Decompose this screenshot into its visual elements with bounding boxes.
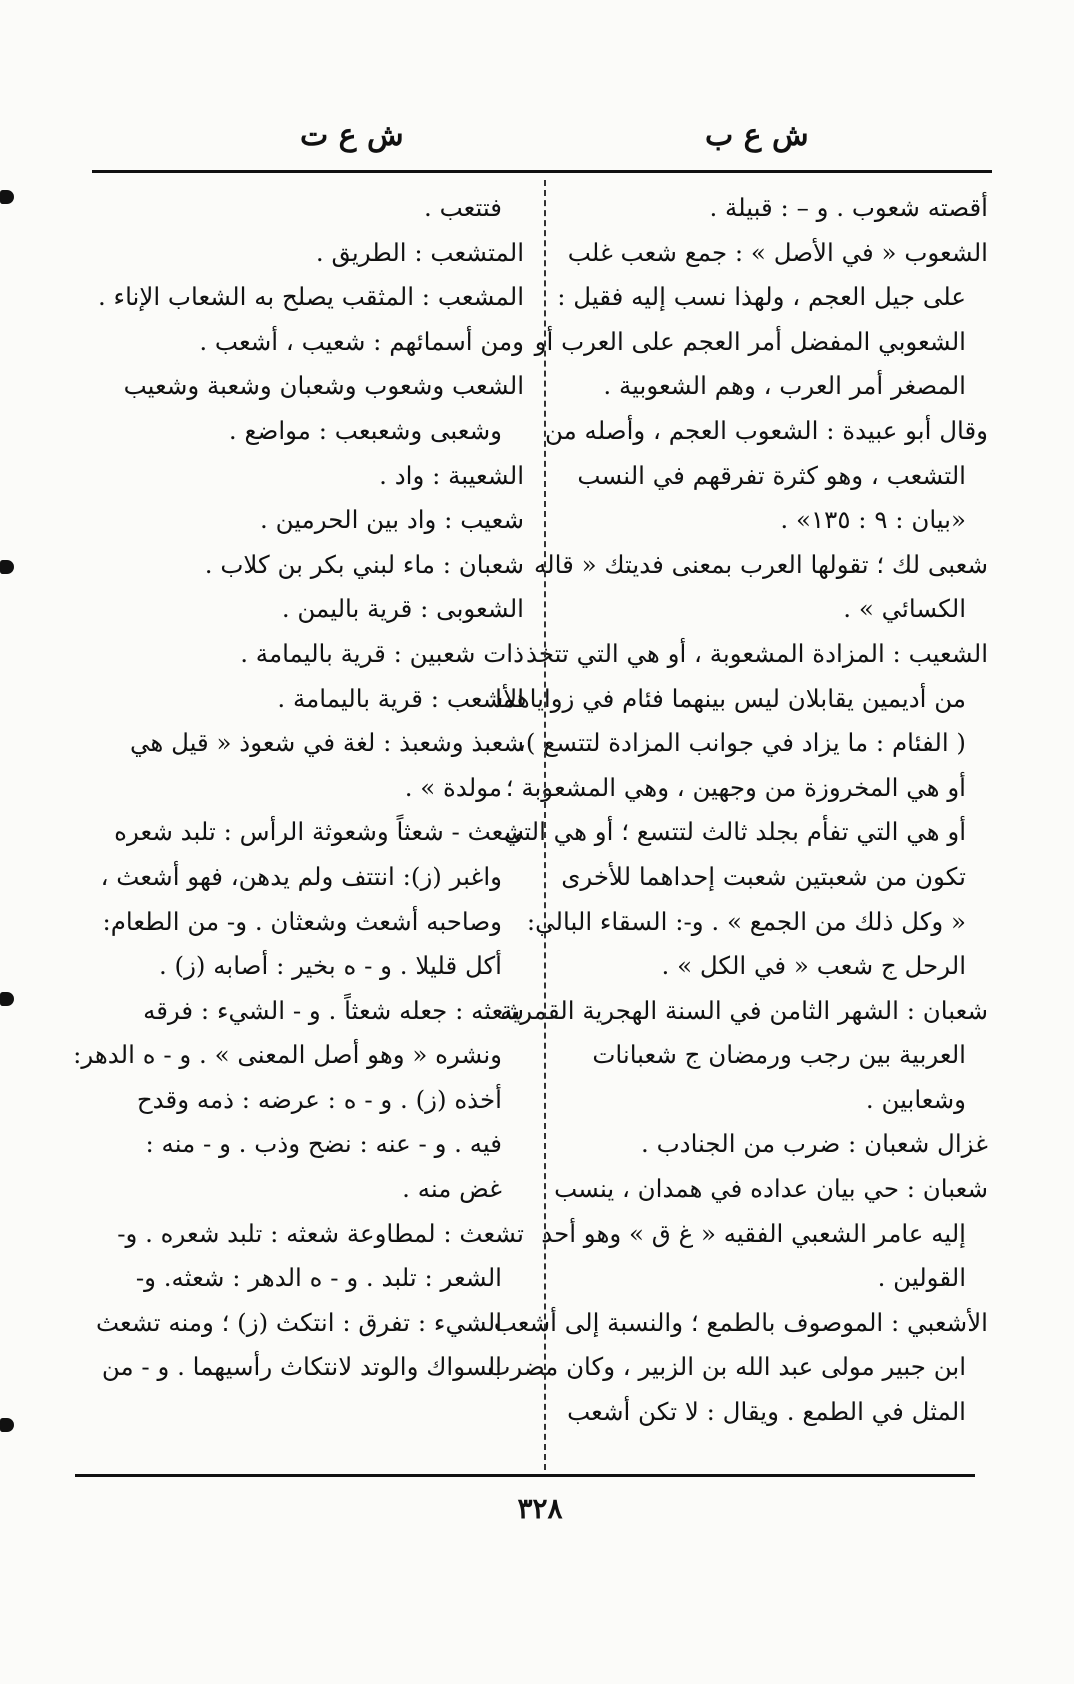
text-line: تشعث : لمطاوعة شعثه : تلبد شعره . و-	[117, 1218, 524, 1248]
text-line: «بيان : ٩ : ١٣٥» .	[780, 505, 966, 535]
text-line: المشعب : المثقب يصلح به الشعاب الإناء .	[97, 282, 524, 312]
text-line: شعيب : واد بين الحرمين .	[260, 505, 524, 535]
text-line: فيه . و - عنه : نضح وذب . و - منه :	[145, 1129, 502, 1159]
text-line: الشعب وشعوب وشعبان وشعبة وشعيب	[123, 371, 524, 401]
text-line: ونشره « وهو أصل المعنى » . و - ه الدهر:	[73, 1040, 502, 1070]
text-line: وشعبى وشعبعب : مواضع .	[228, 415, 502, 445]
text-line: الشعيب : المزادة المشعوبة ، أو هي التي تتخذ	[525, 638, 988, 668]
text-line: واغبر (ز): انتتف ولم يدهن، فهو أشعث ،	[100, 861, 502, 891]
text-line: شعث - شعثاً وشعوثة الرأس : تلبد شعره	[114, 817, 524, 847]
right-column	[487, 186, 988, 1435]
text-line: المتشعب : الطريق .	[315, 237, 524, 267]
text-line: وشعابين .	[865, 1084, 966, 1114]
text-line: أو هي المخروزة من وجهين ، وهي المشعوبة ؛	[505, 772, 966, 802]
top-rule	[92, 170, 992, 173]
text-line: الشعوبي المفضل أمر العجم على العرب أو	[534, 326, 966, 356]
text-line: فتتعب .	[424, 193, 502, 222]
text-line: وقال أبو عبيدة : الشعوب العجم ، وأصله من	[545, 415, 988, 445]
text-line: الرحل ج شعب « في الكل » .	[661, 951, 966, 981]
margin-mark	[0, 560, 14, 574]
text-line: المصغر أمر العرب ، وهم الشعوبية .	[603, 371, 966, 401]
text-line: مولدة » .	[404, 772, 502, 802]
margin-mark	[0, 1418, 14, 1432]
text-line: العربية بين رجب ورمضان ج شعبانات	[592, 1040, 966, 1070]
text-line: التشعب ، وهو كثرة تفرقهم في النسب	[577, 460, 966, 490]
text-line: الأشعبي : الموصوف بالطمع ؛ والنسبة إلى أشعب	[493, 1307, 988, 1337]
text-line: « وكل ذلك من الجمع » . و-: السقاء البالي:	[526, 906, 966, 936]
text-line: الشعيبة : واد .	[379, 460, 524, 490]
bottom-rule	[75, 1474, 975, 1477]
text-line: السواك والوتد لانتكاث رأسيهما . و - من	[101, 1352, 502, 1382]
text-line: ذات شعبين : قرية باليمامة .	[240, 638, 524, 668]
text-line: تكون من شعبتين شعبت إحداهما للأخرى	[561, 861, 966, 891]
text-line: الشعوبى : قرية باليمن .	[281, 594, 524, 624]
text-line: شعبى لك ؛ تقولها العرب بمعنى فديتك « قاله	[534, 549, 988, 579]
right-column-header: ش ع ب	[705, 118, 809, 153]
text-line: شعبان : ماء لبني بكر بن كلاب .	[204, 549, 524, 579]
text-line: من أديمين يقابلان ليس بينهما فئام في زواياهما	[495, 683, 966, 713]
text-line: الشيء : تفرق : انتكث (ز) ؛ ومنه تشعث	[96, 1307, 502, 1337]
text-line: الشعر : تلبد . و - ه الدهر : شعثه. و-	[135, 1263, 502, 1293]
text-line: ومن أسمائهم : شعيب ، أشعب .	[199, 326, 524, 356]
text-line: القولين .	[877, 1263, 966, 1293]
text-line: وصاحبه أشعث وشعثان . و- من الطعام:	[102, 906, 502, 936]
text-line: الشعوب « في الأصل » : جمع شعب غلب	[567, 237, 988, 267]
text-line: الكسائي » .	[843, 594, 966, 624]
text-line: شعبان : حي بيان عداده في همدان ، ينسب	[554, 1174, 988, 1204]
text-line: ابن جبير مولى عبد الله بن الزبير ، وكان مضرب	[487, 1352, 966, 1382]
margin-mark	[0, 190, 14, 204]
text-line: شعبان : الشهر الثامن في السنة الهجرية القمرية	[500, 995, 988, 1025]
text-line: أو هي التي تفأم بجلد ثالث لتتسع ؛ أو هي التي	[503, 817, 966, 847]
text-line: غض منه .	[402, 1174, 502, 1204]
left-column-header: ش ع ت	[300, 118, 404, 153]
text-line: أخذه (ز) . و - ه : عرضه : ذمه وقدح	[136, 1084, 502, 1114]
text-line: الأشعب : قرية باليمامة .	[277, 683, 524, 713]
margin-mark	[0, 992, 14, 1006]
text-line: أقصته شعوب . و – : قبيلة .	[709, 193, 988, 222]
text-line: شعبذ وشعبذ : لغة في شعوذ « قيل هي	[129, 728, 524, 758]
text-line: ( الفئام : ما يزاد في جوانب المزادة لتتسع )،	[518, 728, 966, 758]
column-divider	[544, 180, 546, 1470]
text-line: على جيل العجم ، ولهذا نسب إليه فقيل :	[557, 282, 966, 312]
text-line: غزال شعبان : ضرب من الجنادب .	[641, 1129, 988, 1159]
left-column	[73, 186, 524, 1390]
text-line: المثل في الطمع . ويقال : لا تكن أشعب	[567, 1397, 966, 1427]
text-line: شعثه : جعله شعثاً . و - الشيء : فرقه	[143, 995, 524, 1025]
page-number: ٣٢٨	[517, 1492, 563, 1525]
text-line: أكل قليلا . و - ه بخير : أصابه (ز) .	[158, 951, 502, 981]
text-line: إليه عامر الشعبي الفقيه « غ ق » وهو أحد	[541, 1218, 966, 1248]
